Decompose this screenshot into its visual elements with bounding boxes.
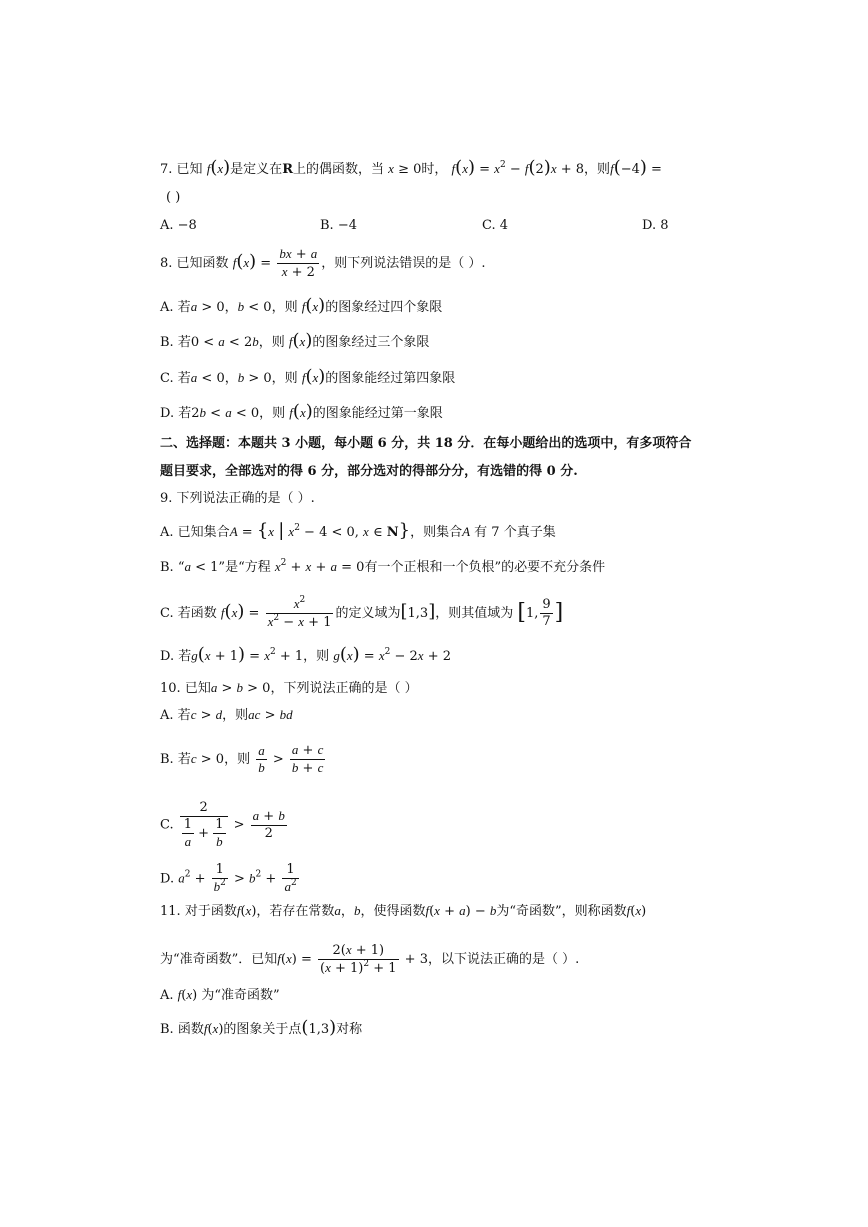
option-text: 若 bbox=[177, 300, 191, 315]
option-text: 若 bbox=[178, 406, 192, 421]
option-text: 若函数 bbox=[177, 606, 217, 621]
q9-stem bbox=[160, 489, 315, 509]
q9-option-c: C. 若函数 f(x) = $\frac{x^2}{x^2 - x + 1}$ 的定义域为[1,3]，则其值域为 [1, $\frac{9}{7}$ ] bbox=[160, 595, 564, 630]
q7-text: 是定义在 bbox=[230, 162, 283, 177]
option-text: 若 bbox=[177, 371, 191, 386]
q8-option-c: C. 若a < 0，b > 0，则 f(x)的图象能经过第四象限 bbox=[160, 366, 456, 387]
option-label: A. bbox=[160, 300, 174, 315]
q9-option-a: A. 已知集合A = {x | $x^2 - 4 < 0$, x ∈ N}，则集合A 有 7 个真子集 bbox=[160, 520, 556, 541]
q7-text: 已知 bbox=[176, 162, 203, 177]
section-heading: 二、选择题：本题共 3 小题，每小题 6 分，共 18 分．在每小题给出的选项中，有多项符合 bbox=[160, 436, 692, 451]
q8-option-d: D. 若2b < a < 0，则 f(x)的图象能经过第一象限 bbox=[160, 401, 443, 422]
option-text: ，则 bbox=[258, 335, 285, 350]
q11-text: 对于函数 bbox=[184, 904, 237, 919]
section-heading-cont: 题目要求，全部选对的得 6 分，部分选对的得部分分，有选错的得 0 分. bbox=[160, 464, 578, 479]
q8-number: 8. bbox=[160, 256, 173, 271]
q9-fraction: $\frac{x^2}{x^2 - x + 1}$ bbox=[267, 595, 332, 630]
q7-option-c: C. 4 bbox=[482, 218, 509, 233]
q7-option-d: D. 8 bbox=[642, 218, 669, 233]
option-text: “ bbox=[177, 560, 185, 575]
option-text: 的图象能经过第一象限 bbox=[312, 406, 443, 421]
option-text: 若 bbox=[177, 752, 191, 767]
q11-number: 11. bbox=[160, 904, 181, 919]
q10-stem: 10. 已知a > b > 0，下列说法正确的是（ ） bbox=[160, 680, 418, 696]
q11-stem-cont: 为“准奇函数”．已知f(x) = $\frac{2(x + 1)}{(x + 1)^2 + 1}$ + 3，以下说法正确的是（ ）. bbox=[160, 942, 580, 976]
option-text: 若 bbox=[177, 708, 191, 723]
q8-fraction: $\frac{bx + a}{x + 2}$ bbox=[279, 246, 318, 280]
option-text: ，则 bbox=[303, 649, 330, 664]
option-label: A. bbox=[160, 708, 174, 723]
option-text: 有 7 个真子集 bbox=[474, 525, 556, 540]
option-text: 若 bbox=[177, 335, 191, 350]
q9-number: 9. bbox=[160, 491, 173, 506]
option-text: ，则 bbox=[271, 371, 298, 386]
option-label: A. bbox=[160, 525, 174, 540]
q10-text: ，下列说法正确的是（ ） bbox=[270, 681, 418, 696]
q11-text: 为“奇函数”，则称函数 bbox=[496, 904, 627, 919]
q11-text: ，以下说法正确的是（ ）. bbox=[427, 952, 580, 967]
option-label: B. bbox=[160, 752, 174, 767]
option-text: ，则 bbox=[271, 300, 298, 315]
q7-text: 上的偶函数，当 bbox=[293, 162, 385, 177]
option-text: 的图象经过三个象限 bbox=[312, 335, 430, 350]
option-label: D. bbox=[160, 406, 175, 421]
q11-text: ，使得函数 bbox=[360, 904, 426, 919]
q8-stem: 8. 已知函数 f(x) = $\frac{bx + a}{x + 2}$ ，则下列说法错误的是（ ）. bbox=[160, 246, 486, 280]
q10-option-c: C. 2 $\frac{1}{a}$ + $\frac{1}{b}$ > $\frac{a + b}{2}$ bbox=[160, 800, 285, 849]
option-text: 的定义域为 bbox=[335, 606, 401, 621]
q11-option-b: B. 函数f(x)的图象关于点(1,3)对称 bbox=[160, 1017, 363, 1038]
option-text: ，则其值域为 bbox=[435, 606, 514, 621]
option-label: D. bbox=[160, 649, 175, 664]
option-label: B. bbox=[160, 1022, 174, 1037]
option-text: 已知集合 bbox=[177, 525, 230, 540]
q8-option-b: B. 若0 < a < 2b，则 f(x)的图象经过三个象限 bbox=[160, 330, 430, 351]
q10-option-d: D. $a^2$ + $\frac{1}{b^2}$ > $b^2$ + $\frac{1}{a^2}$ bbox=[160, 862, 297, 894]
q9-text: 下列说法正确的是（ ）. bbox=[176, 491, 315, 506]
q8-text: ，则下列说法错误的是（ ）. bbox=[321, 256, 486, 271]
option-text: 若 bbox=[178, 649, 192, 664]
q7-set-R: R bbox=[282, 162, 293, 177]
q7-stem: 7. 已知 f(x)是定义在R上的偶函数，当 x ≥ 0时， $f(x) = x^2 - f(2)x + 8$，则f(−4) = bbox=[160, 157, 662, 178]
option-text: 的图象经过四个象限 bbox=[325, 300, 443, 315]
option-text: 函数 bbox=[177, 1022, 204, 1037]
q7-option-b: B. −4 bbox=[320, 218, 357, 233]
option-text: ”是“方程 bbox=[218, 560, 271, 575]
option-label: C. bbox=[160, 606, 174, 621]
q7-number: 7. bbox=[160, 162, 173, 177]
q7-text: ，则 bbox=[584, 162, 611, 177]
q9-option-d: D. 若$g(x + 1) = x^2 + 1$，则 $g(x) = x^2 - 2x + 2$ bbox=[160, 644, 451, 665]
option-label: C. bbox=[160, 817, 174, 833]
option-text: 为“准奇函数” bbox=[201, 988, 280, 1003]
q11-stem: 11. 对于函数f(x)，若存在常数a，b，使得函数f(x + a) − b为“奇函数”，则称函数f(x) bbox=[160, 903, 647, 919]
q7-text: 时， bbox=[421, 162, 448, 177]
option-text: 的图象能经过第四象限 bbox=[325, 371, 456, 386]
q11-option-a: A. f(x) 为“准奇函数” bbox=[160, 987, 280, 1003]
option-text: ，则 bbox=[222, 708, 249, 723]
option-text: 对称 bbox=[336, 1022, 363, 1037]
q8-text: 已知函数 bbox=[176, 256, 229, 271]
option-text: 的图象关于点 bbox=[223, 1022, 302, 1037]
option-label: A. bbox=[160, 988, 174, 1003]
q10-number: 10. bbox=[160, 681, 181, 696]
option-label: C. bbox=[160, 371, 174, 386]
q10-text: 已知 bbox=[184, 681, 211, 696]
option-text: ，则集合 bbox=[410, 525, 463, 540]
q8-option-a: A. 若a > 0，b < 0，则 f(x)的图象经过四个象限 bbox=[160, 295, 443, 316]
option-label: B. bbox=[160, 560, 174, 575]
option-text: 有一个正根和一个负根”的必要不充分条件 bbox=[364, 560, 606, 575]
q7-option-a: A. −8 bbox=[160, 218, 197, 233]
q11-text: 为“准奇函数”．已知 bbox=[160, 952, 278, 967]
q10-option-a: A. 若c > d，则ac > bd bbox=[160, 707, 293, 723]
q9-option-b: B. “a < 1”是“方程 $x^2 + x + a = 0$有一个正根和一个负根”的必要不充分条件 bbox=[160, 558, 606, 575]
q11-text: ，若存在常数 bbox=[256, 904, 335, 919]
q7-blank: ( ) bbox=[166, 190, 181, 205]
q10-option-b: B. 若c > 0，则 $\frac{a}{b}$ > $\frac{a + c}{b + c}$ bbox=[160, 742, 324, 776]
option-text: ，则 bbox=[259, 406, 286, 421]
option-label: D. bbox=[160, 871, 175, 887]
option-text: ，则 bbox=[224, 752, 251, 767]
option-label: B. bbox=[160, 335, 174, 350]
